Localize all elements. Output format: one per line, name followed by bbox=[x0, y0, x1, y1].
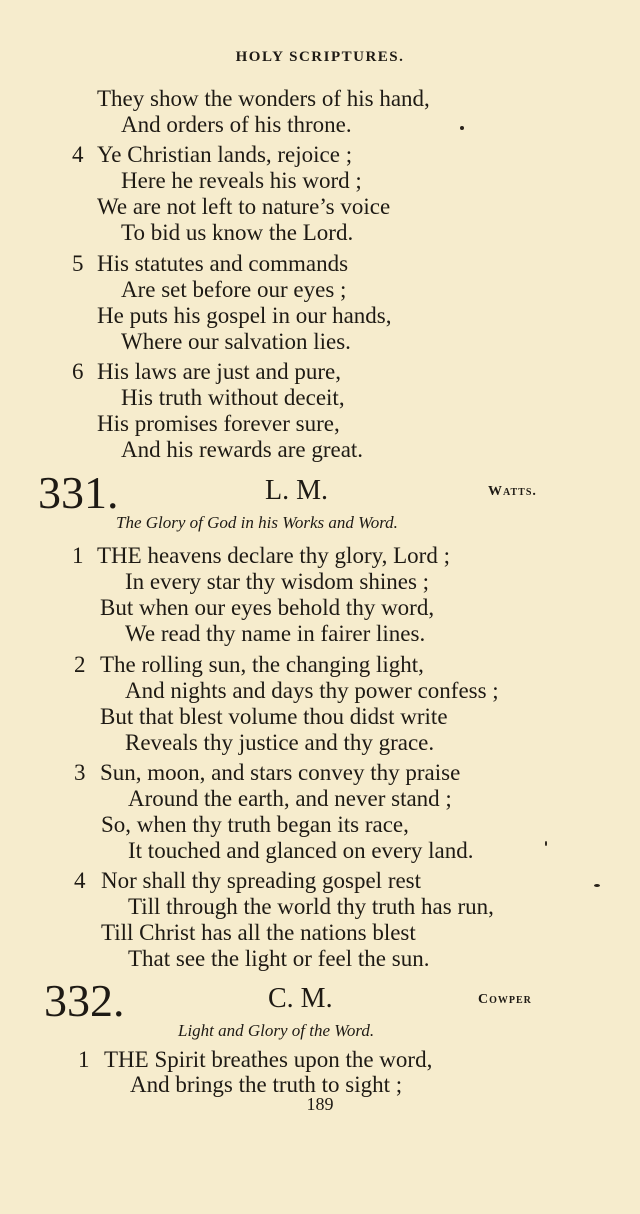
verse-line: And nights and days thy power confess ; bbox=[125, 678, 499, 703]
verse-line: And orders of his throne. bbox=[121, 112, 352, 137]
verse-number: 3 bbox=[74, 760, 86, 785]
hymn-meter: L. M. bbox=[265, 475, 328, 506]
verse-line: Where our salvation lies. bbox=[121, 329, 351, 354]
verse-line: We read thy name in fairer lines. bbox=[125, 621, 426, 646]
verse-line: Ye Christian lands, rejoice ; bbox=[97, 142, 353, 167]
verse-line: Nor shall thy spreading gospel rest bbox=[101, 868, 422, 893]
verse-line: They show the wonders of his hand, bbox=[97, 86, 430, 111]
hymn-number: 331. bbox=[38, 467, 119, 518]
verse-number: 2 bbox=[74, 652, 86, 677]
verse-number: 1 bbox=[78, 1047, 90, 1072]
verse-line: But that blest volume thou didst write bbox=[100, 704, 448, 729]
hymn-author: Cowper bbox=[478, 992, 532, 1007]
verse-line: So, when thy truth began its race, bbox=[101, 812, 409, 837]
verse-line: It touched and glanced on every land. bbox=[128, 838, 474, 863]
verse-line: His promises forever sure, bbox=[97, 411, 340, 436]
verse-line: And brings the truth to sight ; bbox=[130, 1072, 403, 1097]
verse-line: Reveals thy justice and thy grace. bbox=[125, 730, 435, 755]
verse-line: But when our eyes behold thy word, bbox=[100, 595, 435, 620]
verse-number: 4 bbox=[74, 868, 86, 893]
verse-line: And his rewards are great. bbox=[121, 437, 364, 462]
verse-line: We are not left to nature’s voice bbox=[97, 194, 391, 219]
hymn-author: Watts. bbox=[488, 484, 537, 499]
hymn-number: 332. bbox=[44, 975, 125, 1026]
verse-line: His laws are just and pure, bbox=[97, 359, 341, 384]
verse-line: He puts his gospel in our hands, bbox=[97, 303, 392, 328]
verse-number: 1 bbox=[72, 543, 84, 568]
ink-speck bbox=[460, 126, 464, 130]
verse-line: Till through the world thy truth has run, bbox=[128, 894, 494, 919]
verse-line: In every star thy wisdom shines ; bbox=[125, 569, 430, 594]
page-number: 189 bbox=[306, 1094, 334, 1114]
verse-line: THE heavens declare thy glory, Lord ; bbox=[97, 543, 450, 568]
verse-line: THE Spirit breathes upon the word, bbox=[104, 1047, 433, 1072]
verse-line: His truth without deceit, bbox=[121, 385, 345, 410]
verse-line: Around the earth, and never stand ; bbox=[128, 786, 452, 811]
hymn-title: The Glory of God in his Works and Word. bbox=[116, 513, 398, 532]
verse-line: Till Christ has all the nations blest bbox=[101, 920, 416, 945]
ink-speck bbox=[545, 841, 547, 846]
verse-number: 6 bbox=[72, 359, 84, 384]
verse-line: Here he reveals his word ; bbox=[121, 168, 362, 193]
verse-line: His statutes and commands bbox=[97, 251, 349, 276]
verse-line: The rolling sun, the changing light, bbox=[100, 652, 424, 677]
running-header: HOLY SCRIPTURES. bbox=[235, 49, 405, 65]
verse-line: To bid us know the Lord. bbox=[121, 220, 354, 245]
hymn-meter: C. M. bbox=[268, 983, 333, 1014]
ink-speck bbox=[594, 884, 600, 887]
verse-line: Sun, moon, and stars convey thy praise bbox=[100, 760, 461, 785]
hymn-title: Light and Glory of the Word. bbox=[178, 1021, 375, 1040]
verse-number: 5 bbox=[72, 251, 84, 276]
verse-line: Are set before our eyes ; bbox=[121, 277, 347, 302]
verse-line: That see the light or feel the sun. bbox=[128, 946, 430, 971]
verse-number: 4 bbox=[72, 142, 84, 167]
